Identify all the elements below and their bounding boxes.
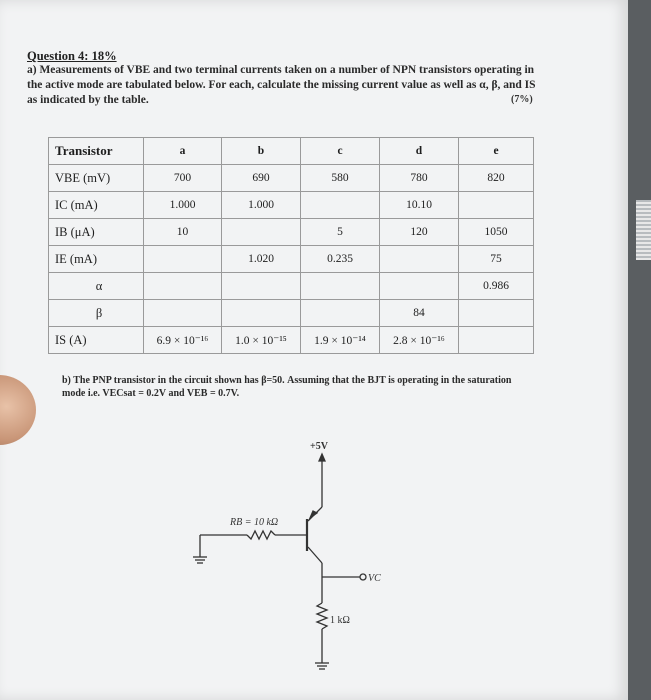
table-cell: 700	[144, 165, 222, 192]
row-label: IS (A)	[49, 327, 144, 354]
supply-arrow-icon	[319, 454, 325, 461]
output-terminal	[360, 574, 366, 580]
table-row	[49, 327, 534, 354]
table-row	[49, 219, 534, 246]
table-header-cell: b	[222, 138, 301, 165]
table-header-row	[49, 138, 534, 165]
background-edge	[628, 0, 651, 700]
emitter-arrow-icon	[310, 511, 317, 518]
table-cell: 820	[459, 165, 534, 192]
row-label: α	[49, 273, 144, 300]
table-cell	[459, 327, 534, 354]
table-cell	[144, 246, 222, 273]
table-cell	[301, 273, 380, 300]
table-header-cell: Transistor	[49, 138, 144, 165]
table-header-cell: d	[380, 138, 459, 165]
table-row	[49, 165, 534, 192]
paper-stack	[636, 200, 651, 260]
table-header-cell: a	[144, 138, 222, 165]
table-cell: 1050	[459, 219, 534, 246]
table-cell: 10	[144, 219, 222, 246]
question-part-a: a) Measurements of VBE and two terminal currents taken on a number of NPN transistors operating in the active mode are tabulated below. For each, calculate the missing current value as well as α, β, and IS as indicated by the table.	[27, 64, 536, 106]
table-cell	[301, 192, 380, 219]
part-a-mark: (7%)	[511, 94, 533, 105]
table-cell	[301, 300, 380, 327]
row-label: IE (mA)	[49, 246, 144, 273]
vc-label: VC	[368, 573, 381, 584]
row-label: IC (mA)	[49, 192, 144, 219]
table-cell	[380, 273, 459, 300]
table-cell	[222, 273, 301, 300]
table-cell: 0.986	[459, 273, 534, 300]
table-cell: 1.000	[144, 192, 222, 219]
row-label: β	[49, 300, 144, 327]
table-cell	[222, 219, 301, 246]
table-cell: 6.9 × 10⁻¹⁶	[144, 327, 222, 354]
table-cell: 120	[380, 219, 459, 246]
table-header-cell: c	[301, 138, 380, 165]
table-cell: 75	[459, 246, 534, 273]
table-cell: 84	[380, 300, 459, 327]
table-cell: 0.235	[301, 246, 380, 273]
question-title: Question 4: 18%	[27, 49, 117, 63]
row-label: VBE (mV)	[49, 165, 144, 192]
supply-label: +5V	[310, 441, 328, 452]
table-row	[49, 192, 534, 219]
rc-label: 1 kΩ	[330, 615, 350, 626]
question-part-b: b) The PNP transistor in the circuit shown has β=50. Assuming that the BJT is operating in the saturation mode i.e. VECsat = 0.2V and VEB = 0.7V.	[62, 375, 512, 399]
table-cell: 580	[301, 165, 380, 192]
row-label: IB (μA)	[49, 219, 144, 246]
table-cell: 5	[301, 219, 380, 246]
transistor-table	[48, 137, 534, 354]
table-row	[49, 273, 534, 300]
table-cell	[144, 273, 222, 300]
table-cell	[380, 246, 459, 273]
table-row	[49, 246, 534, 273]
table-cell	[222, 300, 301, 327]
table-row	[49, 300, 534, 327]
collector-lead	[308, 547, 322, 563]
table-cell: 2.8 × 10⁻¹⁶	[380, 327, 459, 354]
pnp-circuit-diagram	[170, 435, 430, 700]
table-cell: 1.9 × 10⁻¹⁴	[301, 327, 380, 354]
table-cell	[459, 192, 534, 219]
table-cell: 1.020	[222, 246, 301, 273]
table-cell: 690	[222, 165, 301, 192]
resistor-rb	[247, 531, 275, 539]
table-cell	[144, 300, 222, 327]
table-cell: 10.10	[380, 192, 459, 219]
table-cell: 1.000	[222, 192, 301, 219]
table-header-cell: e	[459, 138, 534, 165]
resistor-rc	[317, 603, 327, 629]
rb-label: RB = 10 kΩ	[230, 517, 279, 528]
table-cell: 780	[380, 165, 459, 192]
table-cell	[459, 300, 534, 327]
table-cell: 1.0 × 10⁻¹⁵	[222, 327, 301, 354]
